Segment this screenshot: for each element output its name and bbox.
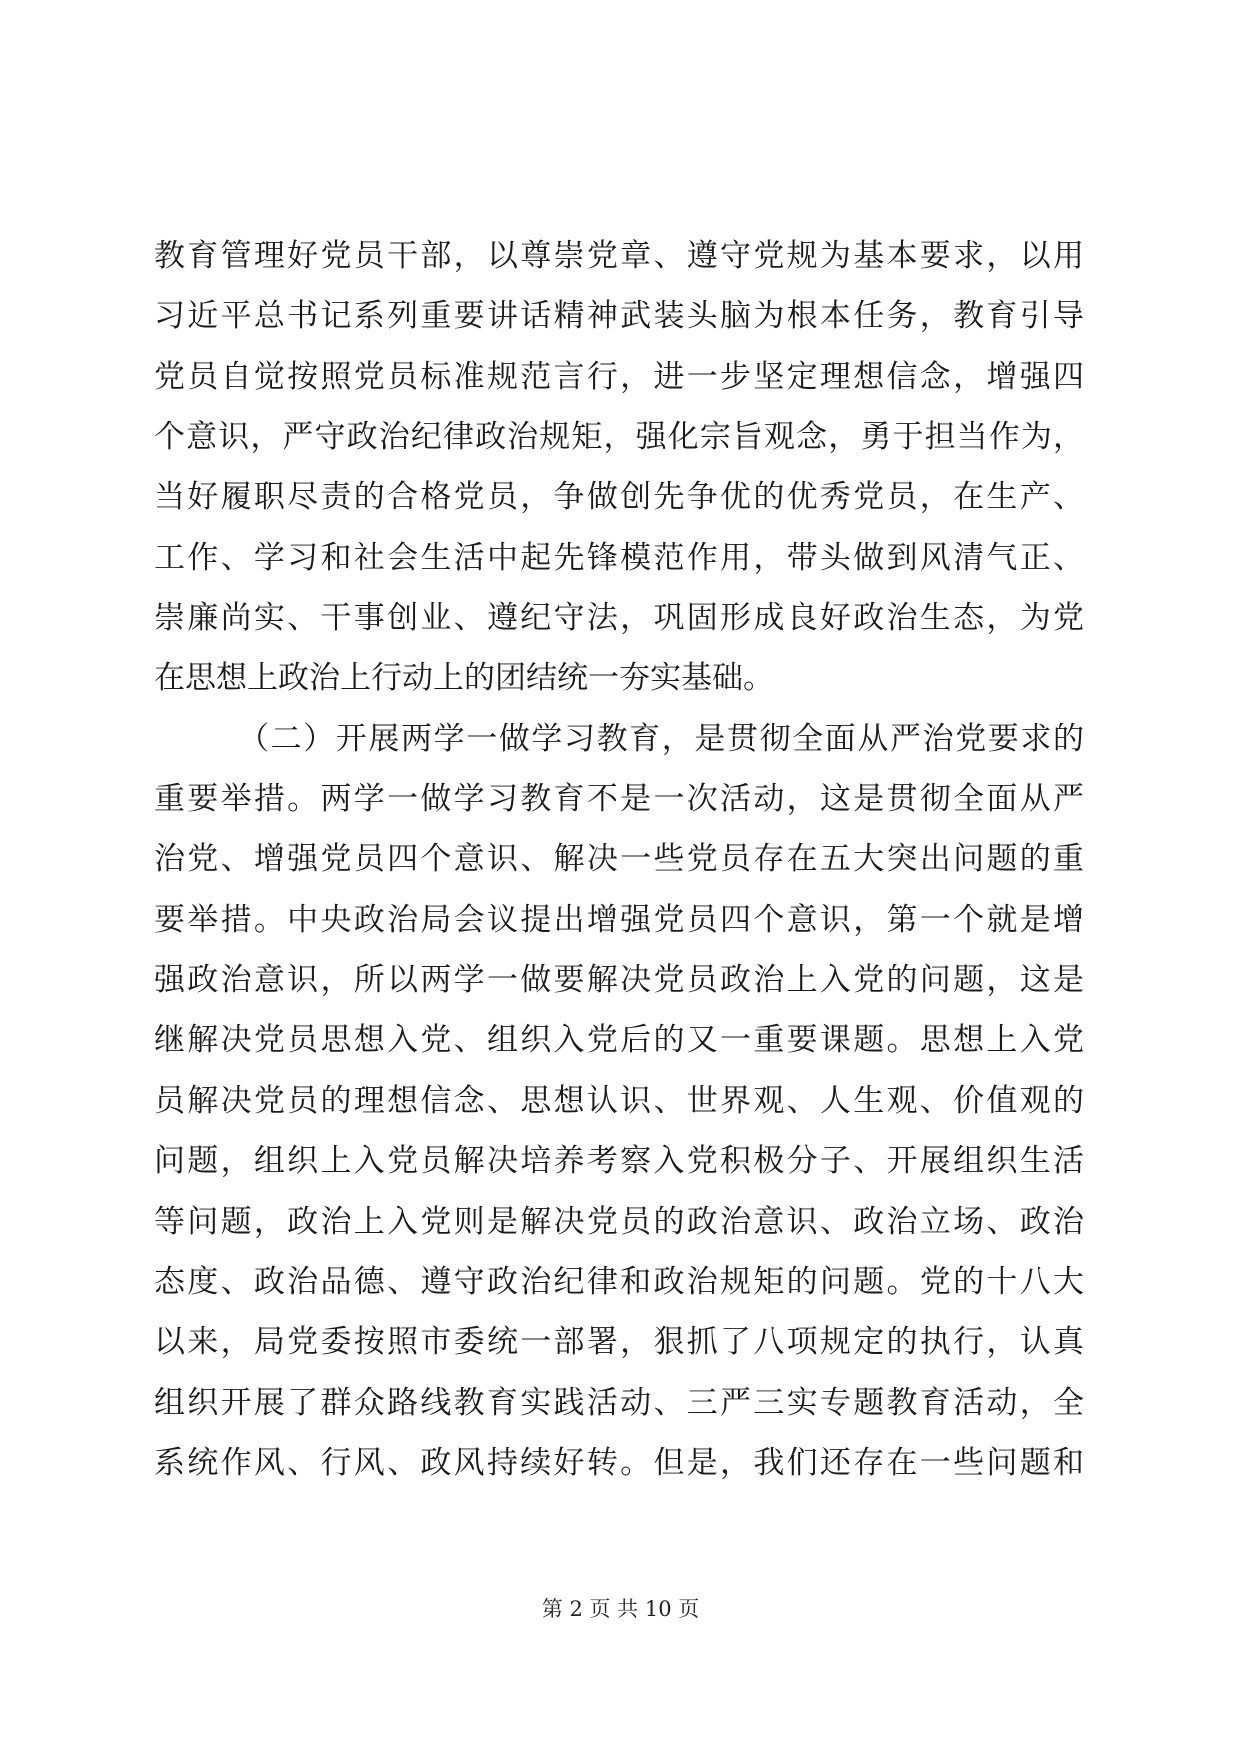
text-line: 组织开展了群众路线教育实践活动、三严三实专题教育活动，全 (154, 1384, 1084, 1421)
text-line: 重要举措。两学一做学习教育不是一次活动，这是贯彻全面从严 (154, 781, 1084, 818)
text-line: 要举措。中央政治局会议提出增强党员四个意识，第一个就是增 (154, 901, 1084, 938)
text-line: 习近平总书记系列重要讲话精神武装头脑为根本任务，教育引导 (154, 298, 1084, 335)
text-line: 党员自觉按照党员标准规范言行，进一步坚定理想信念，增强四 (154, 358, 1084, 395)
text-line: 教育管理好党员干部，以尊崇党章、遵守党规为基本要求，以用 (154, 238, 1084, 274)
text-line: 工作、学习和社会生活中起先锋模范作用，带头做到风清气正、 (154, 539, 1084, 576)
text-line: 系统作风、行风、政风持续好转。但是，我们还存在一些问题和 (154, 1444, 1084, 1481)
section-heading-line: （二）开展两学一做学习教育，是贯彻全面从严治党要求的 (238, 720, 1084, 757)
page-number-footer: 第 2 页 共 10 页 (541, 1597, 700, 1621)
text-line: 在思想上政治上行动上的团结统一夯实基础。 (154, 660, 774, 697)
text-line: 等问题，政治上入党则是解决党员的政治意识、政治立场、政治 (154, 1203, 1084, 1240)
text-line: 继解决党员思想入党、组织入党后的又一重要课题。思想上入党 (154, 1022, 1084, 1059)
text-line: 治党、增强党员四个意识、解决一些党员存在五大突出问题的重 (154, 841, 1084, 878)
text-line: 以来，局党委按照市委统一部署，狠抓了八项规定的执行，认真 (154, 1324, 1084, 1361)
text-line: 当好履职尽责的合格党员，争做创先争优的优秀党员，在生产、 (154, 479, 1084, 516)
text-line: 员解决党员的理想信念、思想认识、世界观、人生观、价值观的 (154, 1082, 1084, 1119)
text-line: 问题，组织上入党员解决培养考察入党积极分子、开展组织生活 (154, 1143, 1084, 1180)
text-line: 个意识，严守政治纪律政治规矩，强化宗旨观念，勇于担当作为， (154, 419, 1084, 456)
text-line: 崇廉尚实、干事创业、遵纪守法，巩固形成良好政治生态，为党 (154, 600, 1084, 637)
text-line: 强政治意识，所以两学一做要解决党员政治上入党的问题，这是 (154, 962, 1084, 999)
body-text (154, 226, 1084, 1493)
text-line: 态度、政治品德、遵守政治纪律和政治规矩的问题。党的十八大 (154, 1263, 1084, 1300)
